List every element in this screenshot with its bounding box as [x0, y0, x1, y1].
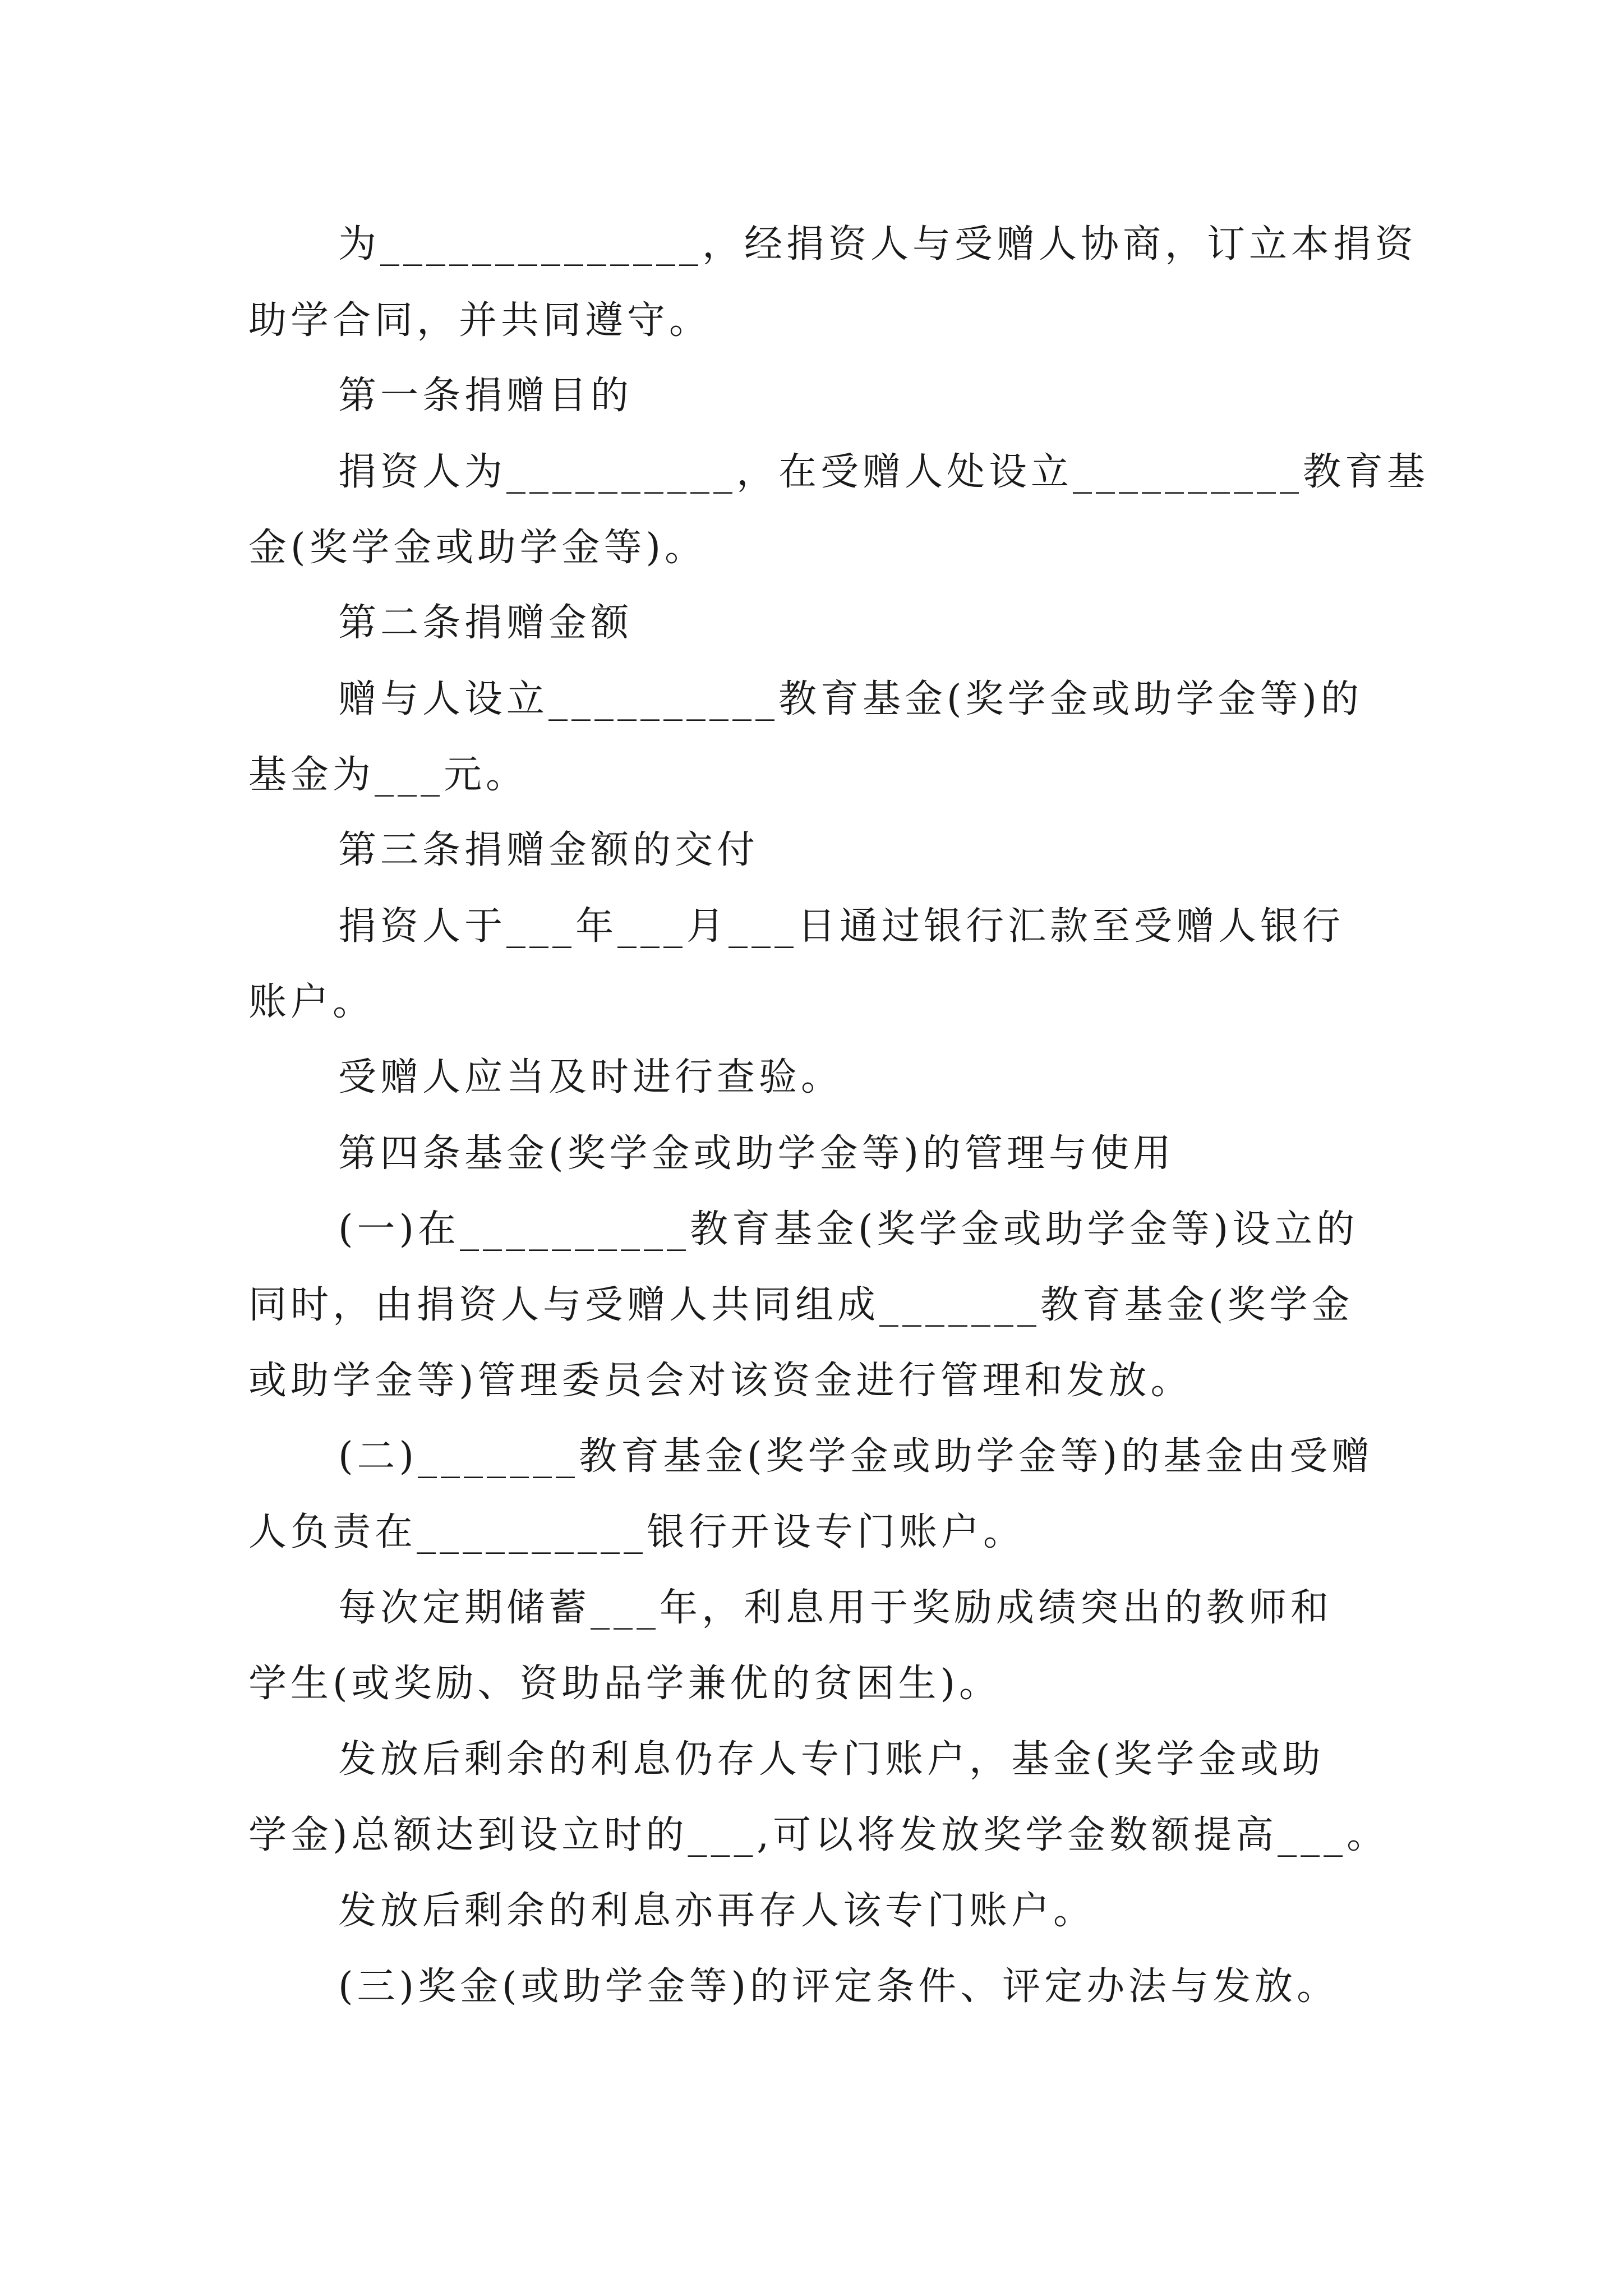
article-4-heading: 第四条基金(奖学金或助学金等)的管理与使用	[338, 1131, 1175, 1176]
article-4-item-2-line-6: 学金)总额达到设立时的___,可以将发放奖学金数额提高___。	[248, 1813, 1389, 1857]
article-4-item-2-line-1: (二)_______教育基金(奖学金或助学金等)的基金由受赠	[338, 1434, 1374, 1479]
preamble-line-2: 助学合同，并共同遵守。	[248, 298, 712, 343]
article-4-item-1-line-3: 或助学金等)管理委员会对该资金进行管理和发放。	[248, 1359, 1193, 1403]
article-4-item-1-line-1: (一)在__________教育基金(奖学金或助学金等)设立的	[338, 1207, 1359, 1251]
article-3-text-line-2: 账户。	[248, 980, 375, 1024]
article-4-item-2-line-2: 人负责在__________银行开设专门账户。	[248, 1510, 1026, 1554]
article-2-heading: 第二条捐赠金额	[338, 601, 633, 645]
article-4-item-1-line-2: 同时，由捐资人与受赠人共同组成_______教育基金(奖学金	[248, 1283, 1354, 1327]
preamble-line-1: 为______________，经捐资人与受赠人协商，订立本捐资	[338, 222, 1418, 266]
article-1-text-line-1: 捐资人为__________，在受赠人处设立__________教育基	[338, 450, 1430, 494]
article-4-item-3-line-1: (三)奖金(或助学金等)的评定条件、评定办法与发放。	[338, 1964, 1339, 2009]
article-4-item-2-line-3: 每次定期储蓄___年，利息用于奖励成绩突出的教师和	[338, 1586, 1333, 1630]
article-3-heading: 第三条捐赠金额的交付	[338, 828, 759, 872]
article-1-text-line-2: 金(奖学金或助学金等)。	[248, 526, 707, 570]
article-3-text-line-3: 受赠人应当及时进行查验。	[338, 1055, 843, 1099]
article-4-item-2-line-7: 发放后剩余的利息亦再存人该专门账户。	[338, 1889, 1096, 1933]
article-1-heading: 第一条捐赠目的	[338, 374, 633, 418]
article-2-text-line-2: 基金为___元。	[248, 753, 528, 797]
article-4-item-2-line-4: 学生(或奖励、资助品学兼优的贫困生)。	[248, 1662, 1002, 1706]
article-3-text-line-1: 捐资人于___年___月___日通过银行汇款至受赠人银行	[338, 904, 1345, 949]
article-4-item-2-line-5: 发放后剩余的利息仍存人专门账户，基金(奖学金或助	[338, 1737, 1325, 1782]
article-2-text-line-1: 赠与人设立__________教育基金(奖学金或助学金等)的	[338, 677, 1363, 721]
